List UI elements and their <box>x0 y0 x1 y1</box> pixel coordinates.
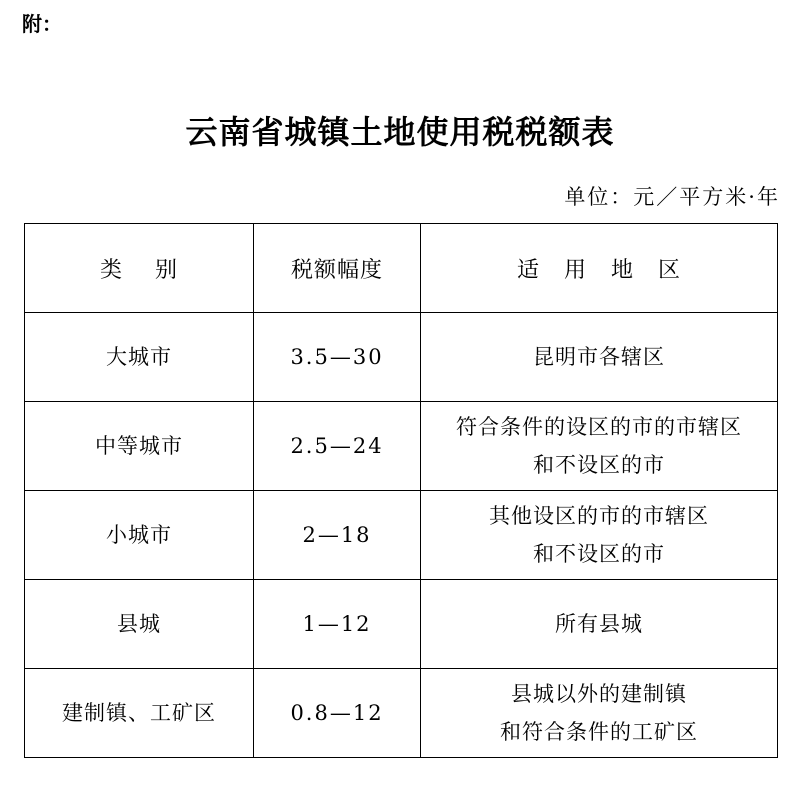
row-rate: 2.5—24 <box>254 402 421 491</box>
table-row <box>25 580 778 669</box>
header-category: 类 别 <box>25 224 254 313</box>
row-area: 县城以外的建制镇 和符合条件的工矿区 <box>421 669 778 758</box>
row-rate: 0.8—12 <box>254 669 421 758</box>
row-area: 符合条件的设区的市的市辖区 和不设区的市 <box>421 402 778 491</box>
row-rate: 2—18 <box>254 491 421 580</box>
row-category: 县城 <box>25 580 254 669</box>
attachment-label: 附： <box>22 12 62 36</box>
unit-note: 单位：元／平方米·年 <box>564 185 780 209</box>
header-area: 适 用 地 区 <box>421 224 778 313</box>
row-category: 建制镇、工矿区 <box>25 669 254 758</box>
row-category: 大城市 <box>25 313 254 402</box>
table-row <box>25 491 778 580</box>
document-title: 云南省城镇土地使用税税额表 <box>185 113 615 151</box>
row-area: 所有县城 <box>421 580 778 669</box>
tax-rate-table <box>24 223 778 758</box>
row-area: 昆明市各辖区 <box>421 313 778 402</box>
table-header-row <box>25 224 778 313</box>
row-rate: 1—12 <box>254 580 421 669</box>
row-area: 其他设区的市的市辖区 和不设区的市 <box>421 491 778 580</box>
header-rate: 税额幅度 <box>254 224 421 313</box>
table-row <box>25 669 778 758</box>
row-category: 小城市 <box>25 491 254 580</box>
row-category: 中等城市 <box>25 402 254 491</box>
row-rate: 3.5—30 <box>254 313 421 402</box>
table-row <box>25 402 778 491</box>
table-row <box>25 313 778 402</box>
